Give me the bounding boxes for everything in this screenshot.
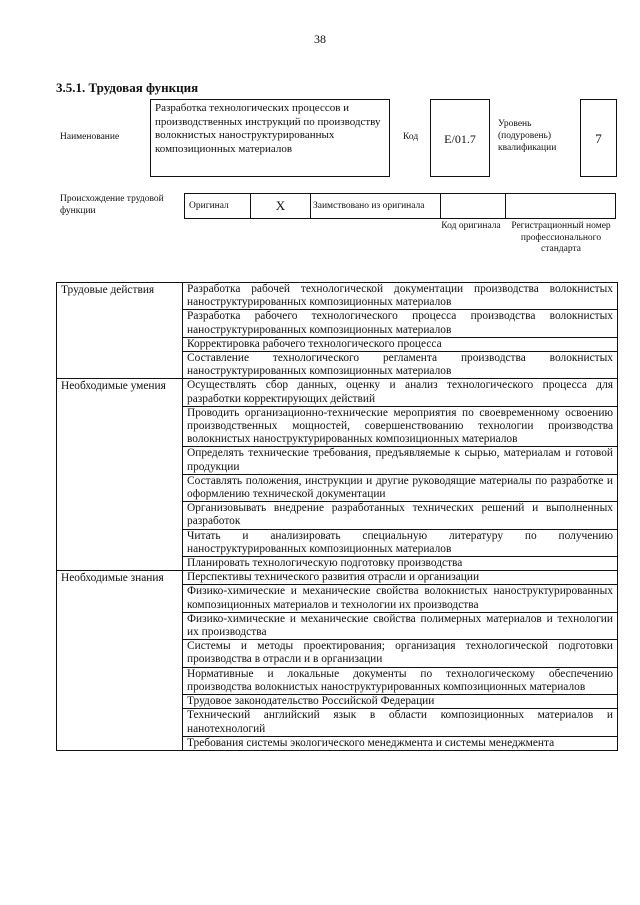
list-item: Проводить организационно-технические мероприятия по своевременному освоению производственных мощностей, совершенствованию технологии производства волокнистых наноструктурированных композиционных материалов xyxy=(183,406,618,447)
list-item: Системы и методы проектирования; организация технологической подготовки производства в отрасли и в организации xyxy=(183,640,618,667)
table-row xyxy=(57,283,618,310)
list-item: Технический английский язык в области композиционных материалов и нанотехнологий xyxy=(183,709,618,736)
level-box xyxy=(580,99,617,177)
table-row xyxy=(57,379,618,406)
list-item: Трудовое законодательство Российской Федерации xyxy=(183,695,618,709)
origin-label: Происхождение трудовой функции xyxy=(60,194,164,216)
level-value: 7 xyxy=(595,131,602,146)
code-value: E/01.7 xyxy=(444,132,476,146)
function-name-value: Разработка технологических процессов и производственных инструкций по производству волокнистых наноструктурированных композиционных материалов xyxy=(155,102,381,155)
list-item: Читать и анализировать специальную литературу по получению наноструктурированных композиционных материалов xyxy=(183,529,618,556)
origin-row xyxy=(184,193,616,219)
list-item: Разработка рабочей технологической документации производства волокнистых наноструктурированных композиционных материалов xyxy=(183,283,618,310)
name-label: Наименование xyxy=(60,132,120,142)
list-item: Физико-химические и механические свойства волокнистых наноструктурированных композиционных материалов и технологии их производства xyxy=(183,585,618,612)
reg-number-caption: Регистрационный номер профессионального стандарта xyxy=(511,221,611,254)
skills-label: Необходимые умения xyxy=(57,379,183,571)
list-item: Нормативные и локальные документы по технологическому обеспечению производства волокнистых наноструктурированных композиционных материалов xyxy=(183,667,618,694)
knowledge-label: Необходимые знания xyxy=(57,571,183,751)
borrowed-cell xyxy=(311,194,441,218)
list-item: Организовывать внедрение разработанных технических решений и выполненных разработок xyxy=(183,502,618,529)
list-item: Составлять положения, инструкции и другие руководящие материалы по разработке и оформлению технической документации xyxy=(183,474,618,501)
list-item: Требования системы экологического менеджмента и системы менеджмента xyxy=(183,736,618,750)
table-row xyxy=(57,571,618,585)
borrowed-label: Заимствовано из оригинала xyxy=(313,201,425,211)
list-item: Корректировка рабочего технологического процесса xyxy=(183,337,618,351)
list-item: Планировать технологическую подготовку производства xyxy=(183,557,618,571)
reg-number-cell xyxy=(506,194,615,218)
list-item: Осуществлять сбор данных, оценку и анализ технологического процесса для разработки корректирующих действий xyxy=(183,379,618,406)
section-title: 3.5.1. Трудовая функция xyxy=(56,80,199,95)
original-label: Оригинал xyxy=(189,201,229,211)
list-item: Перспективы технического развития отрасли и организации xyxy=(183,571,618,585)
original-mark: X xyxy=(275,198,286,213)
code-box xyxy=(430,99,490,177)
function-name-box xyxy=(150,99,390,177)
code-label: Код xyxy=(403,132,419,142)
level-label: Уровень (подуровень) квалификации xyxy=(498,119,557,153)
list-item: Разработка рабочего технологического процесса производства волокнистых наноструктурированных композиционных материалов xyxy=(183,310,618,337)
labor-actions-label: Трудовые действия xyxy=(57,283,183,379)
competency-table xyxy=(56,282,618,751)
original-mark-cell xyxy=(251,194,311,218)
list-item: Составление технологического регламента производства волокнистых наноструктурированных композиционных материалов xyxy=(183,352,618,379)
list-item: Определять технические требования, предъявляемые к сырью, материалам и готовой продукции xyxy=(183,447,618,474)
list-item: Физико-химические и механические свойства полимерных материалов и технологии их производства xyxy=(183,612,618,639)
original-code-caption: Код оригинала xyxy=(441,221,501,231)
original-code-cell xyxy=(441,194,506,218)
page-number: 38 xyxy=(314,32,326,46)
original-cell xyxy=(185,194,251,218)
